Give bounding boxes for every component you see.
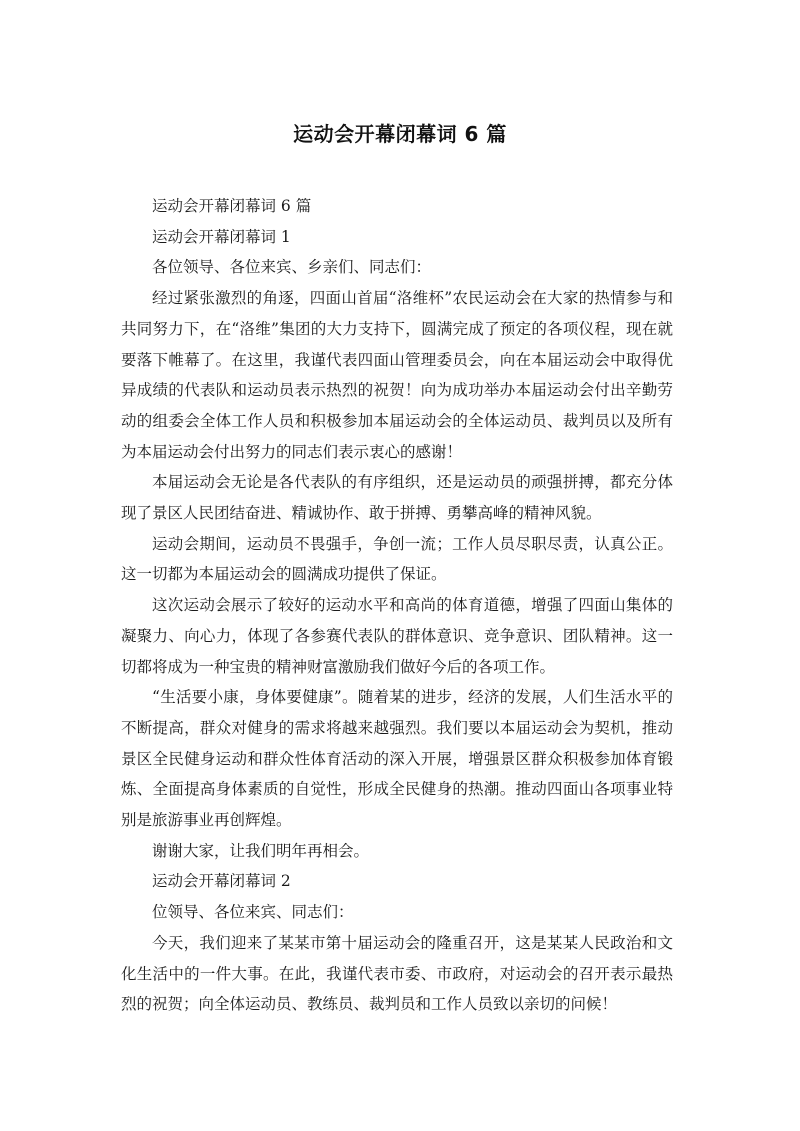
paragraph-salutation-2: 位领导、各位来宾、同志们： <box>152 903 354 922</box>
paragraph-closing: 谢谢大家，让我们明年再相会。 <box>152 841 370 860</box>
paragraph-body: 经过紧张激烈的角逐，四面山首届“洛维杯”农民运动会在大家的热情参与和共同努力下，在“洛维”集团的大力支持下，圆满完成了预定的各项仪程，现在就要落下帷幕了。在这里，我谨代表四面山管理委员会，向在本届运动会中取得优异成绩的代表队和运动员表示热烈的祝贺！向为成功举办本届运动会付出辛勤劳动的组委会全体工作人员和积极参加本届运动会的全体运动员、裁判员以及所有为本届运动会付出努力的同志们表示衷心的感谢！ <box>121 289 673 461</box>
paragraph-doc-subtitle: 运动会开幕闭幕词 6 篇 <box>152 197 312 215</box>
paragraph-body: 这次运动会展示了较好的运动水平和高尚的体育道德，增强了四面山集体的凝聚力、向心力，体现了各参赛代表队的群体意识、竞争意识、团队精神。这一切都将成为一种宝贵的精神财富激励我们做好今后的各项工作。 <box>121 596 673 676</box>
paragraph-body: “生活要小康，身体要健康”。随着某的进步，经济的发展，人们生活水平的不断提高，群众对健身的需求将越来越强烈。我们要以本届运动会为契机，推动景区全民健身运动和群众性体育活动的深入开展，增强景区群众积极参加体育锻炼、全面提高身体素质的自觉性，形成全民健身的热潮。推动四面山各项事业特别是旅游事业再创辉煌。 <box>121 688 673 830</box>
paragraph-body: 运动会期间，运动员不畏强手，争创一流；工作人员尽职尽责，认真公正。这一切都为本届运动会的圆满成功提供了保证。 <box>121 534 673 584</box>
paragraph-section-heading-1: 运动会开幕闭幕词 1 <box>152 227 291 246</box>
document-title: 运动会开幕闭幕词 6 篇 <box>293 122 507 146</box>
paragraph-body: 今天，我们迎来了某某市第十届运动会的隆重召开，这是某某人民政治和文化生活中的一件大事。在此，我谨代表市委、市政府，对运动会的召开表示最热烈的祝贺；向全体运动员、教练员、裁判员和工作人员致以亲切的问候！ <box>121 933 673 1014</box>
paragraph-salutation-1: 各位领导、各位来宾、乡亲们、同志们： <box>152 258 432 277</box>
paragraph-body: 本届运动会无论是各代表队的有序组织，还是运动员的顽强拼搏，都充分体现了景区人民团结奋进、精诚协作、敢于拼搏、勇攀高峰的精神风貌。 <box>121 473 673 523</box>
document-body <box>121 191 673 1020</box>
paragraph-section-heading-2: 运动会开幕闭幕词 2 <box>152 872 291 891</box>
